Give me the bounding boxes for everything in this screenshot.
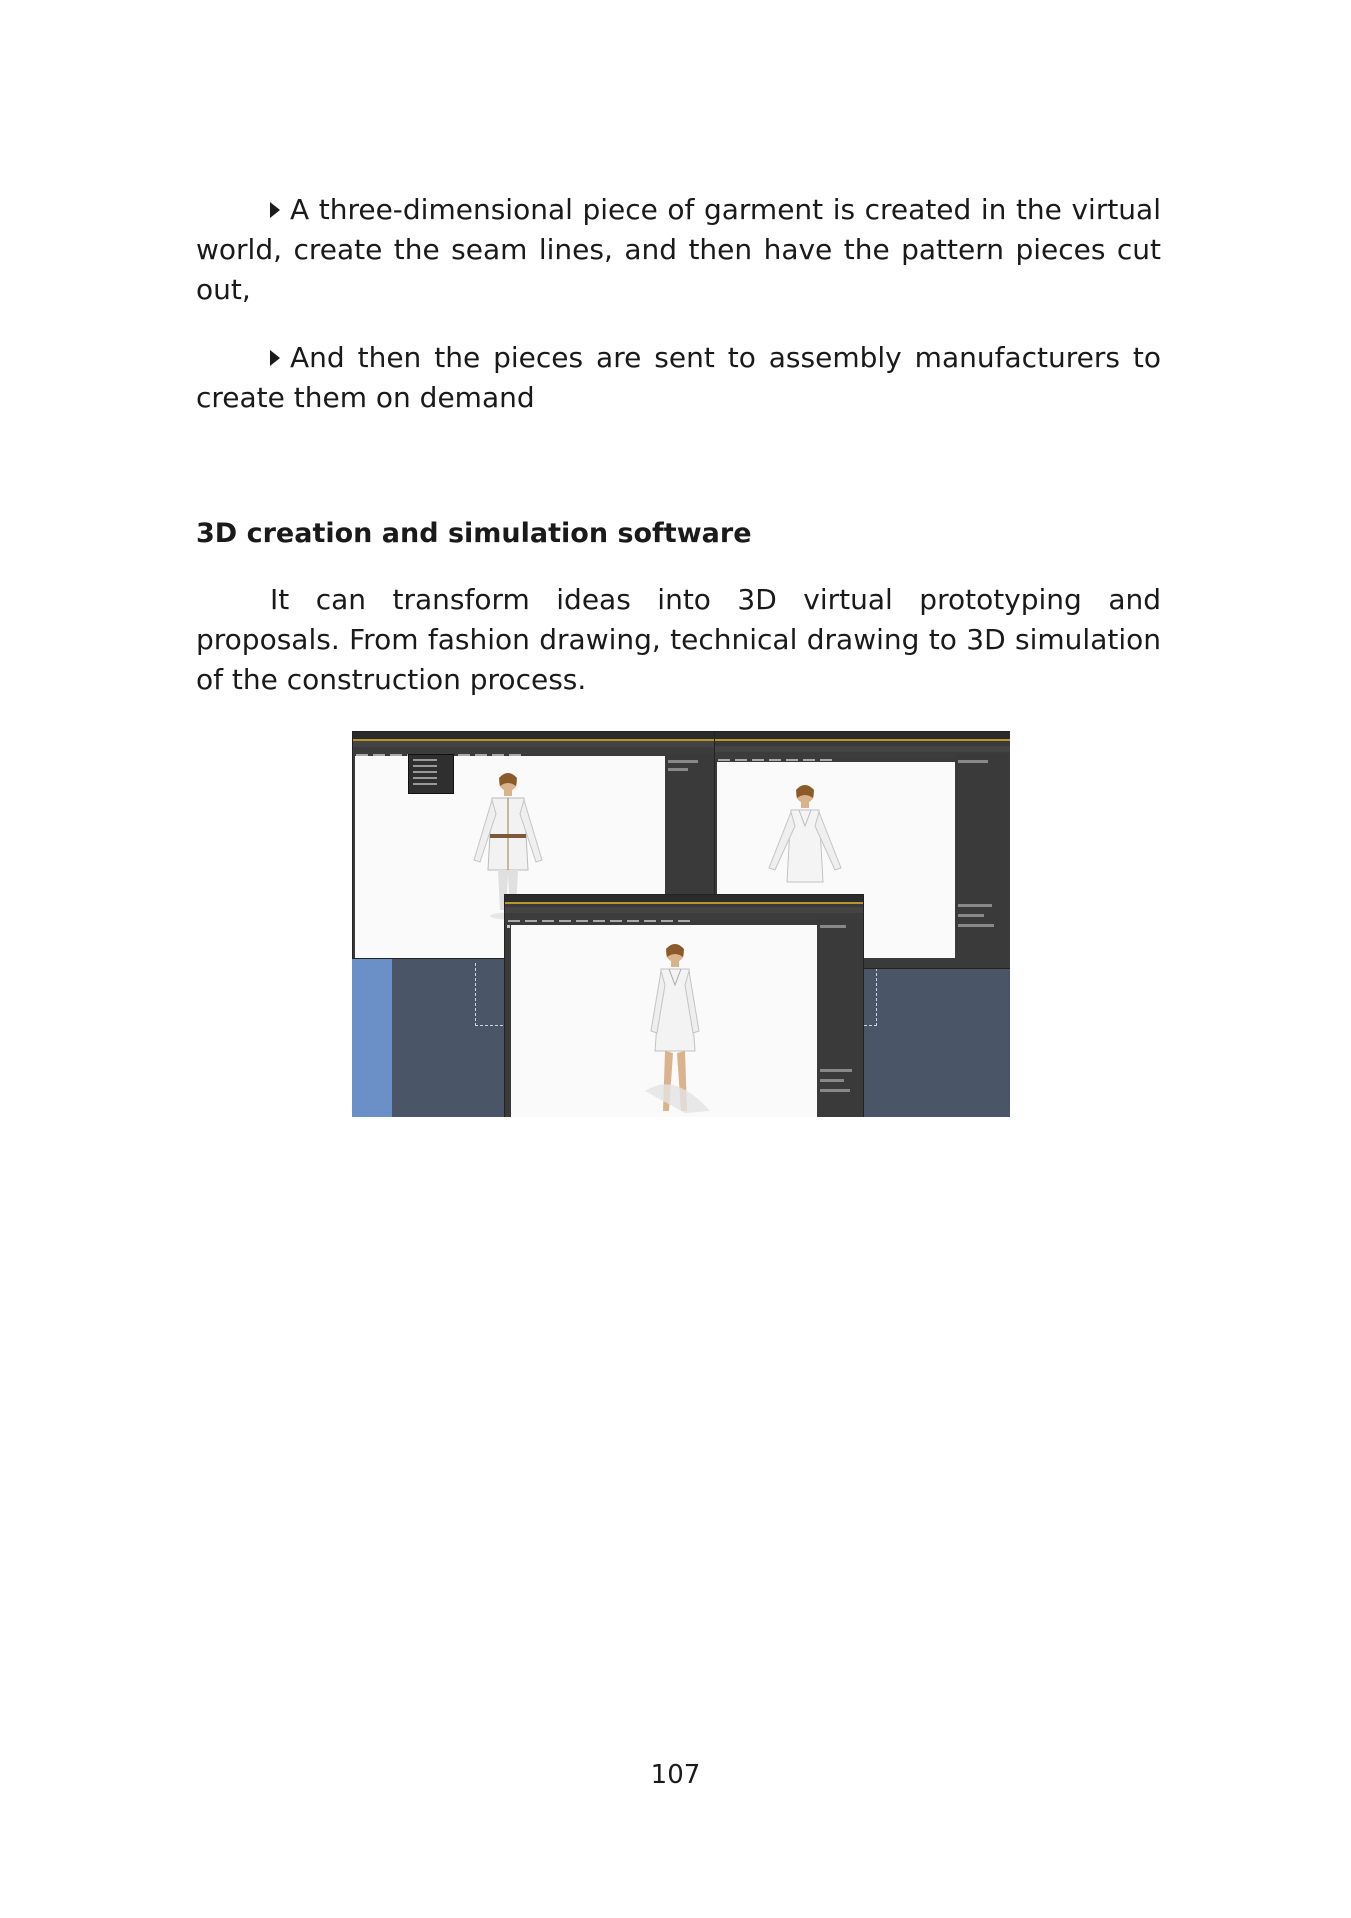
section-paragraph: It can transform ideas into 3D virtual prototyping and proposals. From fashion drawing, technical drawing to 3D simulation of the construction process.: [196, 583, 1161, 696]
avatar-figure-blazer: [755, 782, 855, 912]
window-toolbar: [505, 913, 863, 920]
bullet-triangle-icon: [270, 202, 280, 218]
open-menu-dropdown: [408, 754, 454, 794]
bullet-text-1: A three-dimensional piece of garment is created in the virtual world, create the seam lines, and then have the pattern pieces cut out,: [196, 193, 1161, 306]
window-titlebar: [353, 732, 717, 741]
window-titlebar: [715, 732, 1010, 741]
bullet-paragraph-1: [196, 190, 1161, 310]
section-heading: 3D creation and simulation software: [196, 518, 752, 549]
bullet-text-2: And then the pieces are sent to assembly manufacturers to create them on demand: [196, 341, 1161, 414]
desktop-blue-strip: [352, 957, 392, 1117]
properties-panel: [817, 919, 863, 1117]
bullet-triangle-icon: [270, 350, 280, 366]
avatar-figure-dress: [615, 941, 735, 1117]
bullet-paragraph-2: [196, 338, 1161, 418]
properties-panel: [955, 754, 1010, 968]
software-window-3: [504, 894, 864, 1117]
window-titlebar: [505, 895, 863, 904]
page-number: 107: [650, 1760, 701, 1790]
window-toolbar: [353, 747, 717, 754]
software-screenshot-figure: [352, 731, 1010, 1117]
